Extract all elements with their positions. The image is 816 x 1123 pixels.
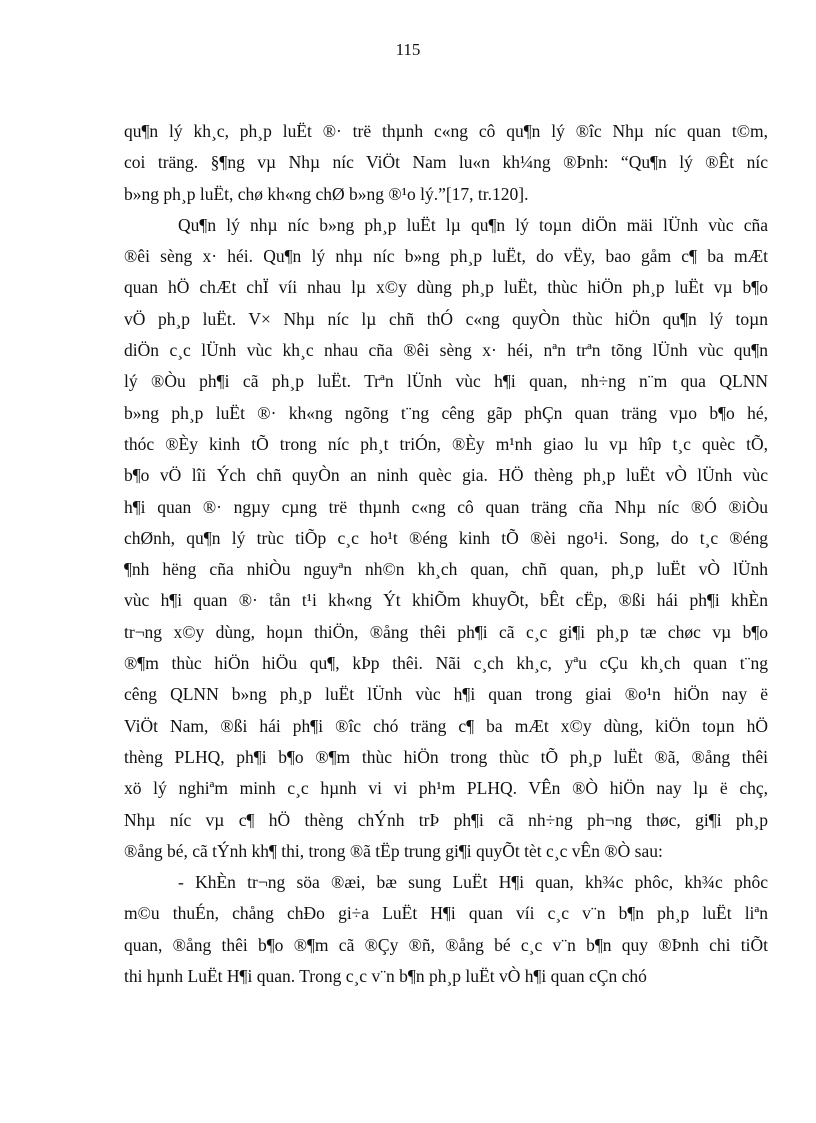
text-line: vÖ ph¸p luËt. V× Nhµ níc lµ chñ thÓ c«ng quyÒn thùc hiÖn qu¶n lý toµn [124, 308, 768, 329]
text-line: xö lý nghiªm minh c¸c hµnh vi vi ph¹m PLHQ. VÊn ®Ò hiÖn nay lµ ë chç, [124, 778, 768, 799]
paragraph [124, 116, 768, 210]
text-line: thi hµnh LuËt H¶i quan. Trong c¸c v¨n b¶n ph¸p luËt vÒ h¶i quan cÇn chó [124, 966, 647, 987]
text-line: b»ng ph¸p luËt ®· kh«ng ngõng t¨ng cêng gãp phÇn quan träng vµo b¶o hé, [124, 402, 768, 423]
text-line: quan, ®ång thêi b¶o ®¶m cã ®Çy ®ñ, ®ång bé c¸c v¨n b¶n quy ®Þnh chi tiÕt [124, 934, 768, 955]
text-line: vùc h¶i quan ®· tån t¹i kh«ng Ýt khiÕm khuyÕt, bÊt cËp, ®ßi hái ph¶i khÈn [124, 590, 768, 611]
text-line: Qu¶n lý nhµ níc b»ng ph¸p luËt lµ qu¶n lý toµn diÖn mäi lÜnh vùc cña [178, 214, 768, 235]
paragraph [124, 210, 768, 867]
text-line: ®ång bé, cã tÝnh kh¶ thi, trong ®ã tËp trung gi¶i quyÕt tèt c¸c vÊn ®Ò sau: [124, 840, 663, 861]
text-line: b¶o vÖ lîi Ých chñ quyÒn an ninh quèc gia. HÖ thèng ph¸p luËt vÒ lÜnh vùc [124, 465, 768, 486]
text-line: ViÖt Nam, ®ßi hái ph¶i ®îc chó träng c¶ ba mÆt x©y dùng, kiÖn toµn hÖ [124, 715, 768, 736]
text-line: b»ng ph¸p luËt, chø kh«ng chØ b»ng ®¹o lý.”[17, tr.120]. [124, 183, 529, 204]
text-line: h¶i quan ®· ngµy cµng trë thµnh c«ng cô quan träng cña Nhµ níc ®Ó ®iÒu [124, 496, 768, 517]
text-line: chØnh, qu¶n lý trùc tiÕp c¸c ho¹t ®éng kinh tÕ ®èi ngo¹i. Song, do t¸c ®éng [124, 527, 768, 548]
text-line: thóc ®Èy kinh tÕ trong níc ph¸t triÓn, ®Èy m¹nh giao lu vµ hîp t¸c quèc tÕ, [124, 433, 768, 454]
text-line: lý ®Òu ph¶i cã ph¸p luËt. Trªn lÜnh vùc h¶i quan, nh÷ng n¨m qua QLNN [124, 371, 768, 392]
text-line: tr¬ng x©y dùng, hoµn thiÖn, ®ång thêi ph¶i cã c¸c gi¶i ph¸p tæ chøc vµ b¶o [124, 621, 768, 642]
paragraph [124, 867, 768, 992]
text-line: qu¶n lý kh¸c, ph¸p luËt ®· trë thµnh c«ng cô qu¶n lý ®îc Nhµ níc quan t©m, [124, 121, 768, 141]
text-line: diÖn c¸c lÜnh vùc kh¸c nhau cña ®êi sèng x· héi, nªn trªn tõng lÜnh vùc qu¶n [124, 340, 768, 361]
text-line: - KhÈn tr¬ng söa ®æi, bæ sung LuËt H¶i quan, kh¾c phôc, kh¾c phôc [178, 872, 768, 893]
text-line: coi träng. §¶ng vµ Nhµ níc ViÖt Nam lu«n kh¼ng ®Þnh: “Qu¶n lý ®Êt níc [124, 152, 768, 173]
body-text [124, 116, 768, 992]
text-line: cêng QLNN b»ng ph¸p luËt lÜnh vùc h¶i quan trong giai ®o¹n hiÖn nay ë [124, 684, 768, 705]
text-line: m©u thuÉn, chång chÐo gi÷a LuËt H¶i quan víi c¸c v¨n b¶n ph¸p luËt liªn [124, 903, 768, 924]
page-number: 115 [395, 40, 421, 59]
text-line: thèng PLHQ, ph¶i b¶o ®¶m thùc hiÖn trong thùc tÕ ph¸p luËt ®ã, ®ång thêi [124, 746, 768, 767]
text-line: ®¶m thùc hiÖn hiÖu qu¶, kÞp thêi. Nãi c¸ch kh¸c, yªu cÇu kh¸ch quan t¨ng [124, 653, 768, 674]
text-line: Nhµ níc vµ c¶ hÖ thèng chÝnh trÞ ph¶i cã nh÷ng ph¬ng thøc, gi¶i ph¸p [124, 809, 768, 830]
text-line: ¶nh hëng cña nhiÒu nguyªn nh©n kh¸ch quan, chñ quan, ph¸p luËt vÒ lÜnh [124, 559, 768, 580]
text-line: ®êi sèng x· héi. Qu¶n lý nhµ níc b»ng ph¸p luËt, do vËy, bao gåm c¶ ba mÆt [124, 246, 768, 267]
text-line: quan hÖ chÆt chÏ víi nhau lµ x©y dùng ph¸p luËt, thùc hiÖn ph¸p luËt vµ b¶o [124, 277, 768, 298]
